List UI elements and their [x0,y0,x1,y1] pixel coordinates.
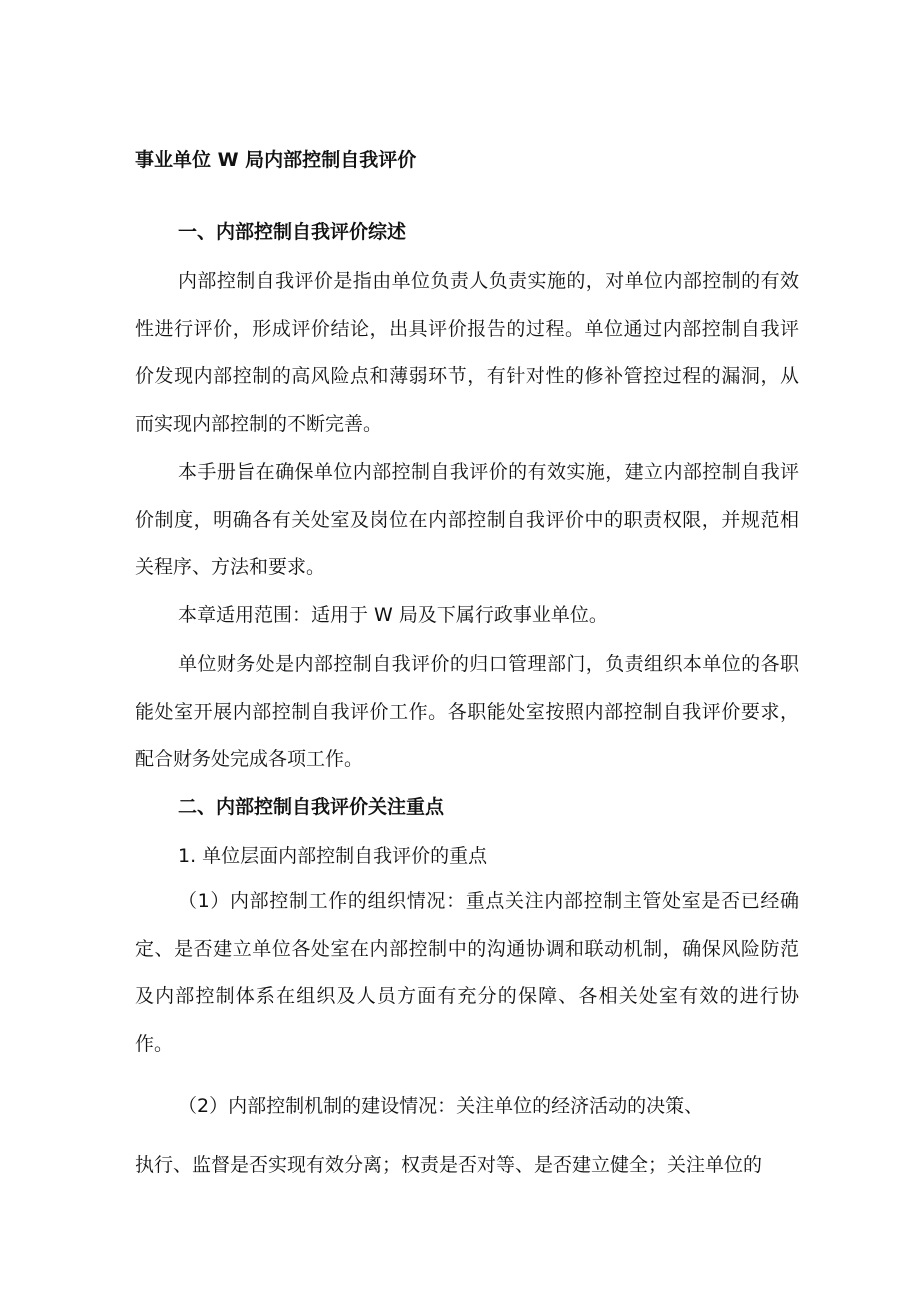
section-heading-overview: 一、内部控制自我评价综述 [178,221,407,243]
subheading-unit-level: 1. 单位层面内部控制自我评价的重点 [178,845,488,867]
paragraph-purpose: 本手册旨在确保单位内部控制自我评价的有效实施，建立内部控制自我评价制度，明确各有关处室及岗位在内部控制自我评价中的职责权限，并规范相关程序、方法和要求。 [135,461,799,578]
paragraph-item-2-line-2: 执行、监督是否实现有效分离；权责是否对等、是否建立健全；关注单位的 [135,1154,763,1176]
section-heading-focus: 二、内部控制自我评价关注重点 [178,796,445,818]
paragraph-item-2-line-1: （2）内部控制机制的建设情况：关注单位的经济活动的决策、 [178,1095,704,1117]
paragraph-scope: 本章适用范围：适用于 W 局及下属行政事业单位。 [178,604,608,626]
paragraph-item-1: （1）内部控制工作的组织情况：重点关注内部控制主管处室是否已经确定、是否建立单位各处室在内部控制中的沟通协调和联动机制，确保风险防范及内部控制体系在组织及人员方面有充分的保障、各相关处室有效的进行协作。 [135,890,799,1055]
document-title: 事业单位 W 局内部控制自我评价 [135,149,417,171]
paragraph-responsibility: 单位财务处是内部控制自我评价的归口管理部门，负责组织本单位的各职能处室开展内部控制自我评价工作。各职能处室按照内部控制自我评价要求，配合财务处完成各项工作。 [135,653,799,770]
paragraph-definition: 内部控制自我评价是指由单位负责人负责实施的，对单位内部控制的有效性进行评价，形成评价结论，出具评价报告的过程。单位通过内部控制自我评价发现内部控制的高风险点和薄弱环节，有针对性的修补管控过程的漏洞，从而实现内部控制的不断完善。 [135,270,799,435]
